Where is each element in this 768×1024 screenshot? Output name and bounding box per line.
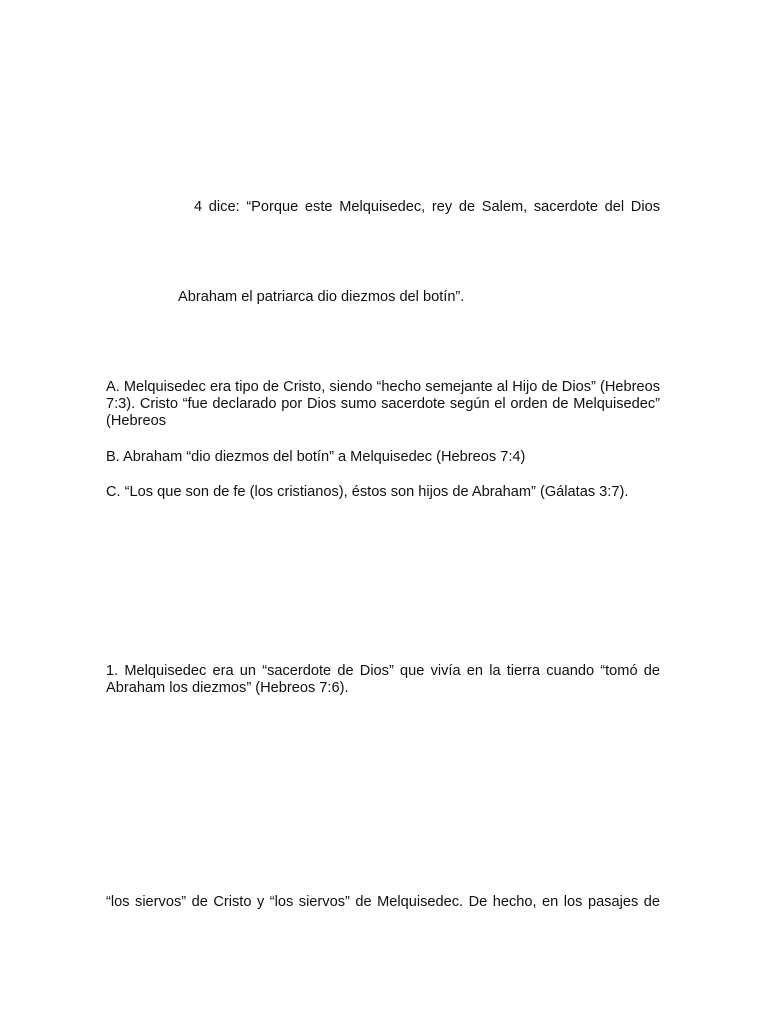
point-1: 1. Melquisedec era un “sacerdote de Dios” que vivía en la tierra cuando “tomó de Abraham los diezmos” (Hebreos 7:6). [106,663,660,696]
point-b: B. Abraham “dio diezmos del botín” a Melquisedec (Hebreos 7:4) [106,449,526,465]
point-c: C. “Los que son de fe (los cristianos), éstos son hijos de Abraham” (Gálatas 3:7). [106,484,629,500]
point-a: A. Melquisedec era tipo de Cristo, siendo “hecho semejante al Hijo de Dios” (Hebreos 7:3). Cristo “fue declarado por Dios sumo sacerdote según el orden de Melquisedec” (Hebreos [106,379,660,429]
text-line-quote-end: Abraham el patriarca dio diezmos del botín”. [178,289,465,305]
text-line-quote-start: 4 dice: “Porque este Melquisedec, rey de Salem, sacerdote del Dios [194,199,660,215]
text-line-bottom: “los siervos” de Cristo y “los siervos” de Melquisedec. De hecho, en los pasajes de [106,894,660,910]
